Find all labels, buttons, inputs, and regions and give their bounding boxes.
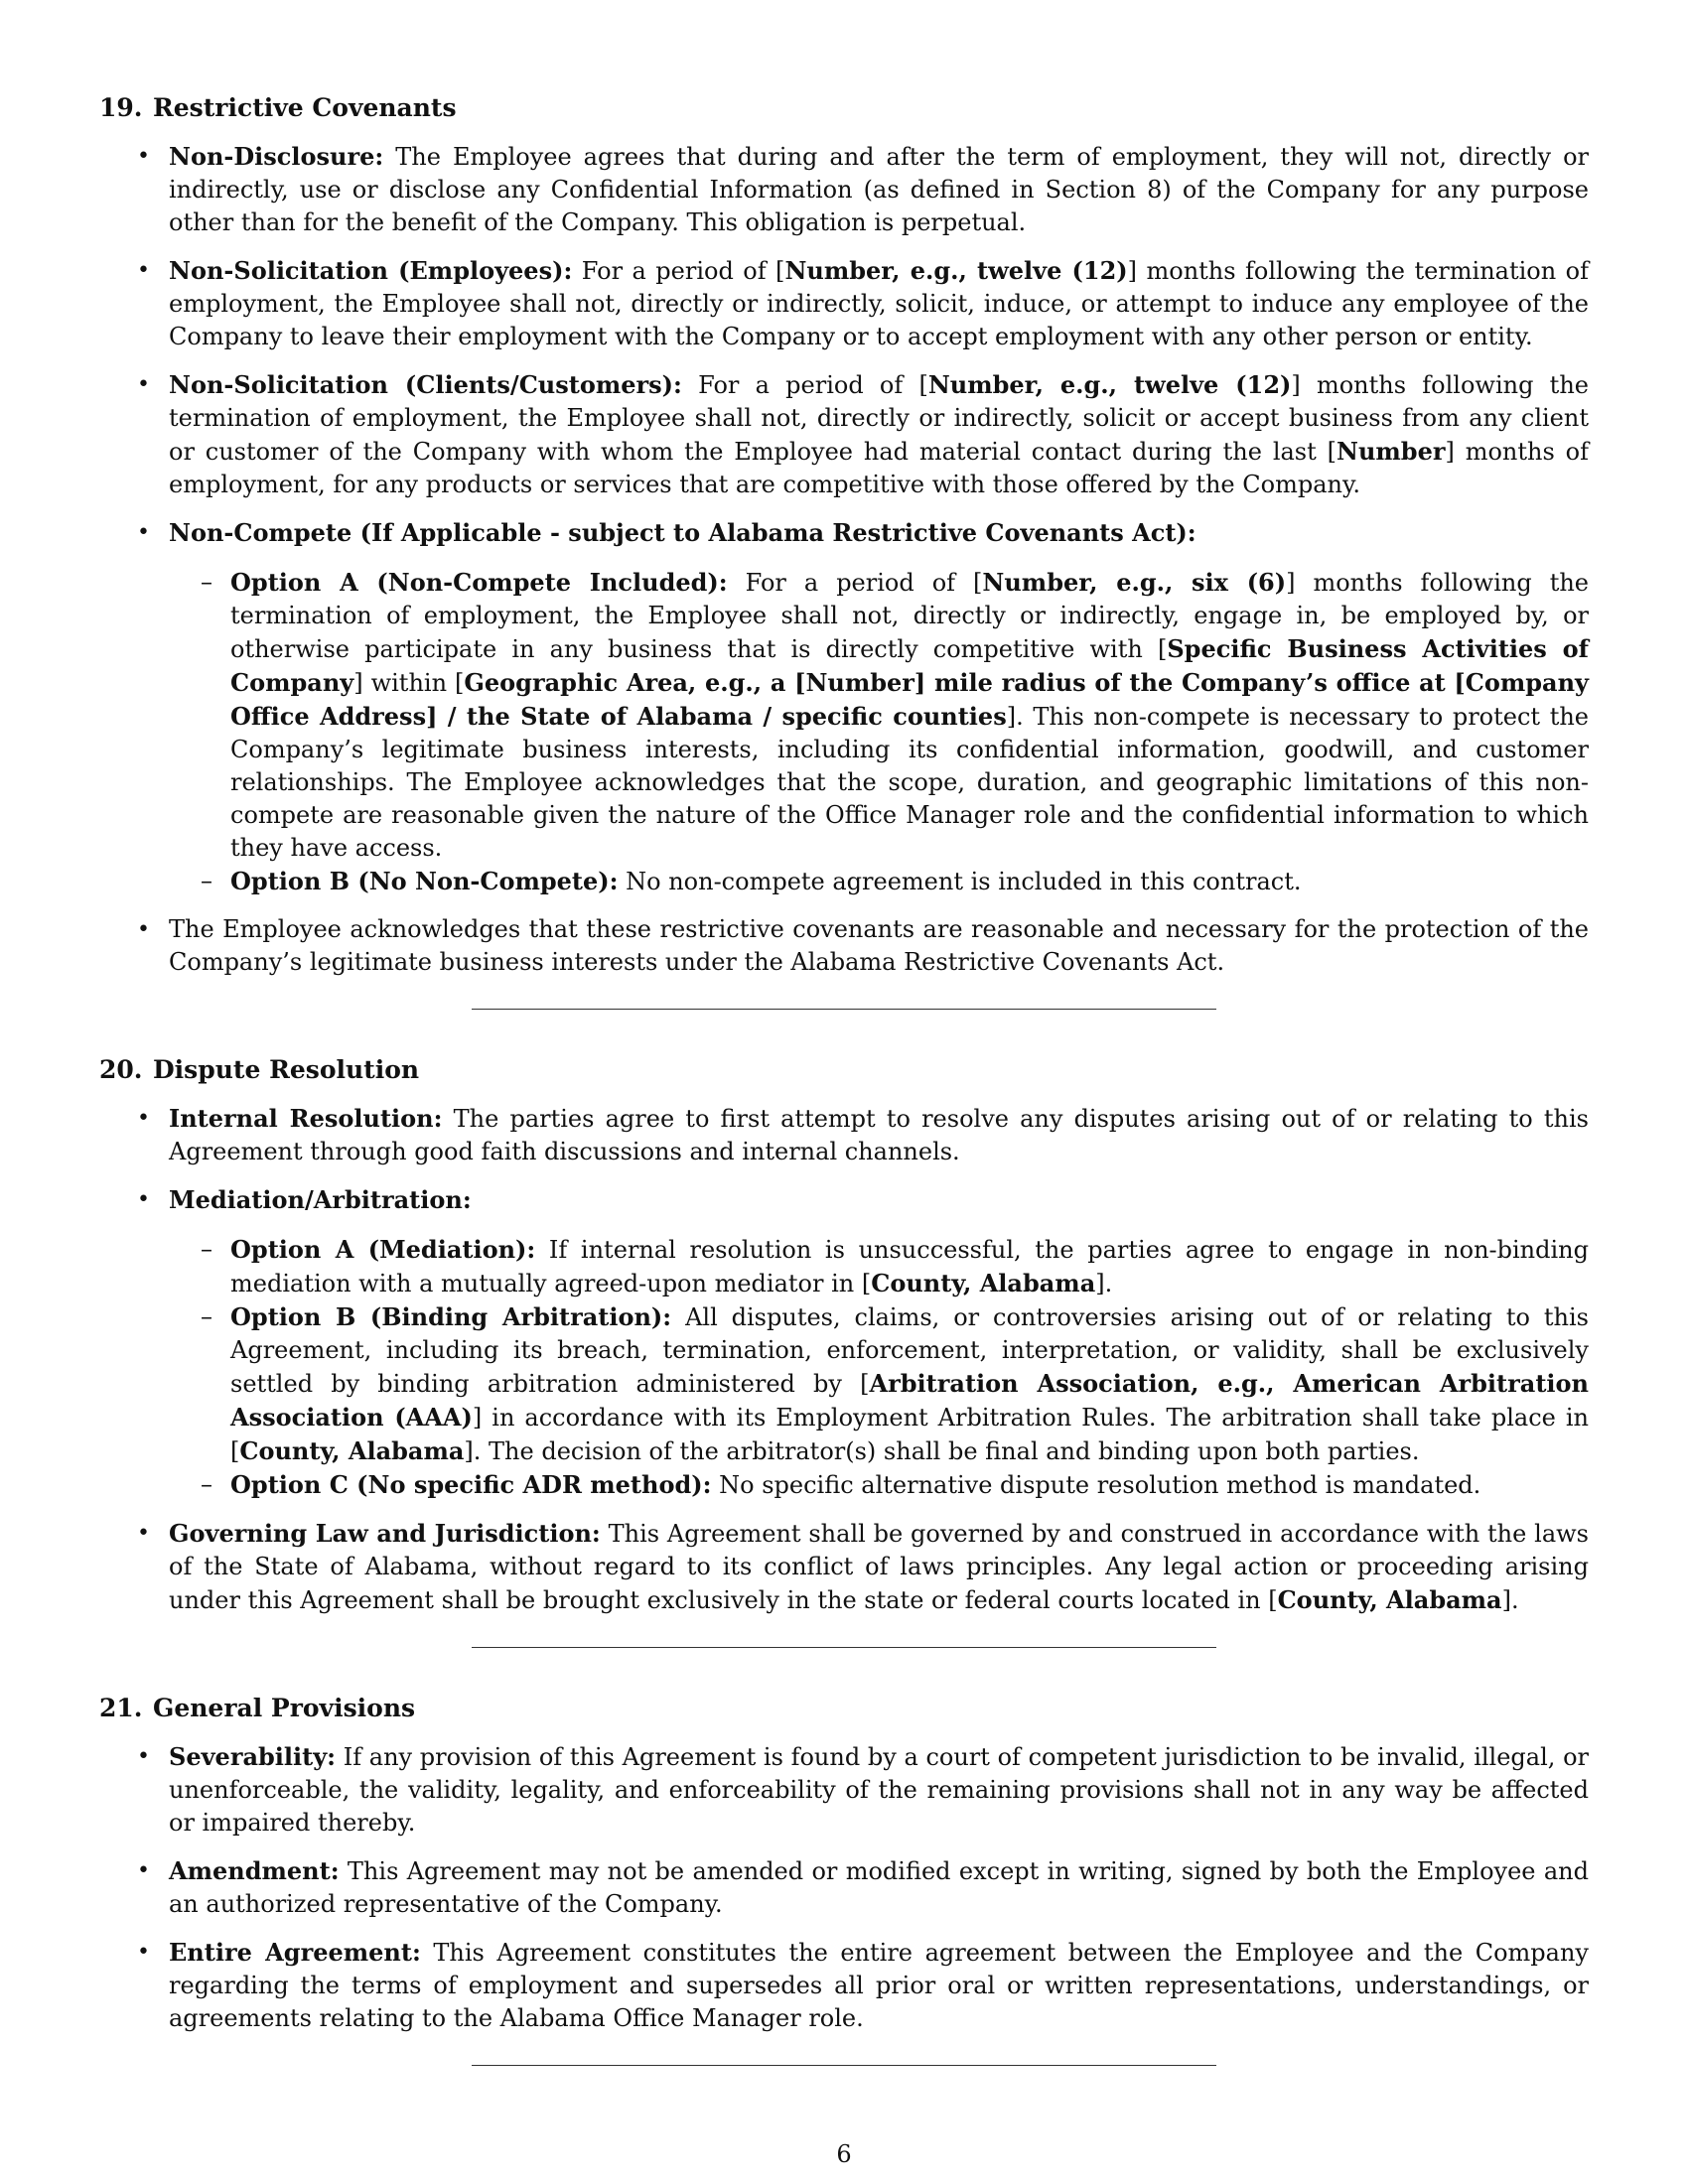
section-general-provisions [99, 1692, 1589, 2035]
option-list [169, 1233, 1589, 1502]
list-item [99, 368, 1589, 501]
section-restrictive-covenants [99, 91, 1589, 979]
item-text: The Employee acknowledges that these restrictive covenants are reasonable and necessary for the protection of the Company’s legitimate business interests under the Alabama Restrictive Covenants Act. [169, 915, 1589, 976]
bullet-list [99, 140, 1589, 979]
item-text: ] months of employment, for any products or services that are competitive with those offered by the Company. [169, 438, 1589, 498]
item-text: ] months following the termination of employment, the Employee shall not, directly or indirectly, engage in, be employed by, or otherwise participate in any business that is directly competitive with [ [230, 569, 1589, 663]
placeholder-field: County, Alabama [1277, 1585, 1502, 1614]
placeholder-field: County, Alabama [871, 1269, 1096, 1297]
bullet-list [99, 1740, 1589, 2035]
item-text: ] months following the termination of employment, the Employee shall not, directly or indirectly, solicit or accept business from any client or customer of the Company with whom the Employee had material contact during the last [ [169, 371, 1589, 466]
placeholder-field: Geographic Area, e.g., a [Number] mile radius of the Company’s office at [Company Office Address] / the State of Alabama / specific counties [230, 668, 1590, 731]
option-list [169, 566, 1589, 898]
item-text: All disputes, claims, or controversies arising out of or relating to this Agreement, including its breach, termination, enforcement, interpretation, or validity, shall be exclusively settled by binding arbitration administered by [ [230, 1303, 1589, 1398]
list-item [99, 913, 1589, 979]
section-heading [99, 91, 1589, 125]
item-text: No specific alternative dispute resolution method is mandated. [719, 1471, 1481, 1499]
option-label: Option B (Binding Arbitration): [230, 1302, 672, 1331]
item-text: No non-compete agreement is included in this contract. [626, 868, 1302, 895]
option-label: Option A (Mediation): [230, 1235, 536, 1264]
item-text: This Agreement may not be amended or modified except in writing, signed by both the Employee and an authorized representative of the Company. [169, 1857, 1589, 1918]
item-text: For a period of [ [745, 569, 983, 597]
item-label: Amendment: [169, 1856, 340, 1885]
section-title: General Provisions [153, 1694, 416, 1722]
item-label: Internal Resolution: [169, 1104, 443, 1133]
list-item [99, 1183, 1589, 1502]
option-item [169, 566, 1589, 865]
item-label: Mediation/Arbitration: [169, 1185, 472, 1214]
item-text: For a period of [ [698, 371, 928, 399]
item-label: Non-Solicitation (Employees): [169, 256, 573, 285]
item-text: ]. [1501, 1586, 1519, 1614]
placeholder-field: Number, e.g., six (6) [982, 568, 1287, 597]
list-item [99, 140, 1589, 239]
item-text: The Employee agrees that during and after the term of employment, they will not, directly or indirectly, use or disclose any Confidential Information (as defined in Section 8) of the Company for any purpose other than for the benefit of the Company. This obligation is perpetual. [169, 143, 1589, 236]
placeholder-field: Number, e.g., twelve (12) [784, 256, 1128, 285]
section-heading [99, 1053, 1589, 1087]
placeholder-field: County, Alabama [239, 1436, 465, 1465]
placeholder-field: Number [1336, 437, 1446, 466]
item-text: ]. [1095, 1270, 1113, 1297]
list-item [99, 1854, 1589, 1921]
document-body [99, 91, 1589, 2110]
item-label: Non-Compete (If Applicable - subject to Alabama Restrictive Covenants Act): [169, 518, 1196, 547]
option-item [169, 865, 1589, 898]
item-label: Governing Law and Jurisdiction: [169, 1519, 601, 1548]
option-label: Option B (No Non-Compete): [230, 867, 619, 895]
placeholder-field: Arbitration Association, e.g., American Arbitration Association (AAA) [230, 1369, 1589, 1432]
section-title: Restrictive Covenants [153, 93, 457, 122]
section-divider [472, 1647, 1216, 1648]
item-text: This Agreement constitutes the entire agreement between the Employee and the Company regarding the terms of employment and supersedes all prior oral or written representations, understandings, or agreements relating to the Alabama Office Manager role. [169, 1939, 1589, 2032]
item-label: Non-Solicitation (Clients/Customers): [169, 370, 682, 399]
option-label: Option A (Non-Compete Included): [230, 568, 728, 597]
list-item [99, 254, 1589, 353]
bullet-list [99, 1102, 1589, 1617]
section-number: 19. [99, 93, 143, 122]
option-item [169, 1300, 1589, 1468]
item-text: If internal resolution is unsuccessful, the parties agree to engage in non-binding mediation with a mutually agreed-upon mediator in [ [230, 1236, 1589, 1297]
list-item [99, 1936, 1589, 2035]
item-text: ] in accordance with its Employment Arbitration Rules. The arbitration shall take place in [ [230, 1404, 1589, 1465]
list-item [99, 516, 1589, 898]
section-divider [472, 2065, 1216, 2066]
section-dispute-resolution [99, 1053, 1589, 1617]
item-text: ] within [ [353, 669, 465, 697]
item-text: ] months following the termination of employment, the Employee shall not, directly or indirectly, solicit, induce, or attempt to induce any employee of the Company to leave their employment with the Company or to accept employment with any other person or entity. [169, 257, 1589, 350]
item-text: ]. This non-compete is necessary to protect the Company’s legitimate business interests, including its confidential information, goodwill, and customer relationships. The Employee acknowledges that the scope, duration, and geographic limitations of this non-compete are reasonable given the nature of the Office Manager role and the confidential information to which they have access. [230, 703, 1589, 862]
option-label: Option C (No specific ADR method): [230, 1470, 712, 1499]
placeholder-field: Number, e.g., twelve (12) [927, 370, 1292, 399]
item-label: Non-Disclosure: [169, 142, 384, 171]
option-item [169, 1233, 1589, 1300]
item-text: If any provision of this Agreement is found by a court of competent jurisdiction to be invalid, illegal, or unenforceable, the validity, legality, and enforceability of the remaining provisions shall not in any way be affected or impaired thereby. [169, 1743, 1590, 1837]
list-item [99, 1517, 1589, 1617]
list-item [99, 1740, 1589, 1840]
page-number: 6 [836, 2140, 852, 2168]
item-label: Entire Agreement: [169, 1938, 421, 1967]
item-text: ]. The decision of the arbitrator(s) shall be final and binding upon both parties. [464, 1437, 1420, 1465]
item-text: The parties agree to first attempt to resolve any disputes arising out of or relating to this Agreement through good faith discussions and internal channels. [169, 1105, 1590, 1165]
section-title: Dispute Resolution [153, 1055, 420, 1084]
option-item [169, 1468, 1589, 1502]
item-label: Severability: [169, 1742, 337, 1771]
item-text: This Agreement shall be governed by and construed in accordance with the laws of the State of Alabama, without regard to its conflict of laws principles. Any legal action or proceeding arising under this Agreement shall be brought exclusively in the state or federal courts located in [ [169, 1520, 1589, 1614]
list-item [99, 1102, 1589, 1168]
section-number: 20. [99, 1055, 143, 1084]
placeholder-field: Specific Business Activities of Company [230, 634, 1589, 697]
section-number: 21. [99, 1694, 143, 1722]
section-heading [99, 1692, 1589, 1725]
item-text: For a period of [ [581, 257, 785, 285]
section-divider [472, 1009, 1216, 1010]
